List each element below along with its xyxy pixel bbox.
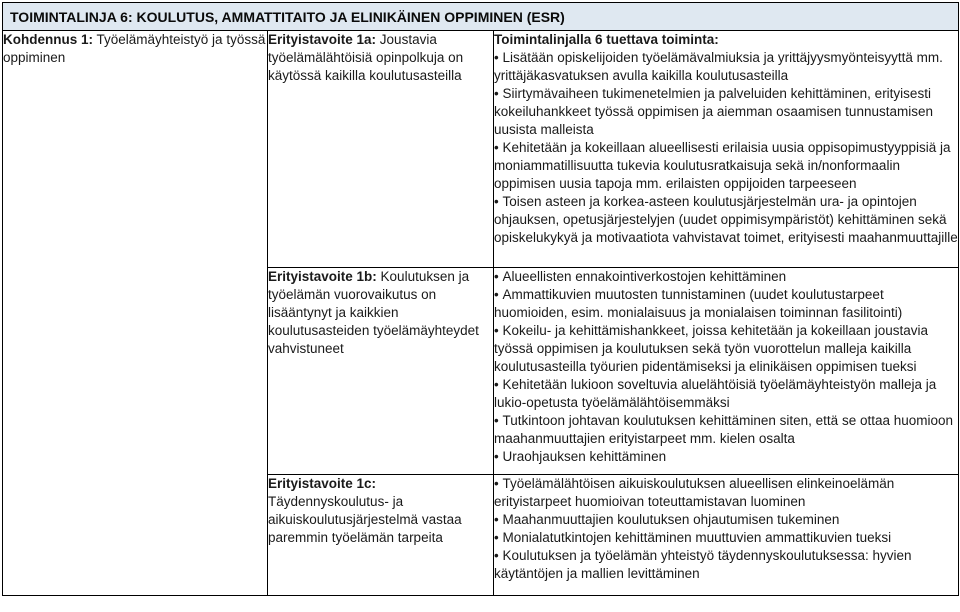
- actions-heading: Toimintalinjalla 6 tuettava toiminta:: [494, 32, 719, 47]
- focus-cell: [3, 31, 268, 596]
- bullet-item: • Kehitetään lukioon soveltuvia aluelähtöisiä työelämäyhteistyön malleja ja lukio-opetusta työelämälähtöisemmäksi: [494, 376, 958, 412]
- bullet-item: • Koulutuksen ja työelämän yhteistyö täydennyskoulutuksessa: hyvien käytäntöjen ja mallien levittäminen: [494, 547, 958, 583]
- bullet-item: • Uraohjauksen kehittäminen: [494, 448, 958, 466]
- bullet-item: • Tutkintoon johtavan koulutuksen kehittäminen siten, että se ottaa huomioon maahanmuuttajien erityistarpeet mm. kielen osalta: [494, 412, 958, 448]
- objective-text: Koulutuksen ja työelämän vuorovaikutus on lisääntynyt ja kaikkien koulutusasteiden työelämäyhteydet vahvistuneet: [268, 269, 479, 356]
- objective-text: Täydennyskoulutus- ja aikuiskoulutusjärjestelmä vastaa paremmin työelämän tarpeita: [268, 494, 462, 545]
- bullet-item: • Alueellisten ennakointiverkostojen kehittäminen: [494, 268, 958, 286]
- actions-cell-1c: [494, 475, 959, 596]
- objective-label: Erityistavoite 1b:: [268, 269, 377, 284]
- objective-label: Erityistavoite 1c:: [268, 476, 377, 491]
- bullet-item: • Ammattikuvien muutosten tunnistaminen (uudet koulutustarpeet huomioiden, esim. monialaisuus ja monialaisen toiminnan fasilitointi): [494, 286, 958, 322]
- focus-text: Työelämäyhteistyö ja työssä oppiminen: [3, 32, 266, 65]
- bullet-item: • Työelämälähtöisen aikuiskoulutuksen alueellisen elinkeinoelämän erityistarpeet huomioivan toteuttamistavan luominen: [494, 475, 958, 511]
- objective-cell-1b: [268, 268, 494, 475]
- actions-cell-1b: [494, 268, 959, 475]
- objective-cell-1a: [268, 31, 494, 268]
- bullet-item: • Kehitetään ja kokeillaan alueellisesti erilaisia uusia oppisopimustyyppisiä ja moniammatillisuutta tukevia koulutusratkaisuja sekä in/nonformaalin oppimisen uusia tapoja mm. erilaisten oppijoiden tarpeeseen: [494, 139, 958, 193]
- table-title: TOIMINTALINJA 6: KOULUTUS, AMMATTITAITO JA ELINIKÄINEN OPPIMINEN (ESR): [10, 9, 565, 25]
- bullet-item: • Monialatutkintojen kehittäminen muuttuvien ammattikuvien tueksi: [494, 529, 958, 547]
- objective-text: Joustavia työelämälähtöisiä opinpolkuja on käytössä kaikilla koulutusasteilla: [268, 32, 464, 83]
- bullet-item: • Siirtymävaiheen tukimenetelmien ja palveluiden kehittäminen, erityisesti kokeiluhankkeet työssä oppimisen ja aiemman osaamisen tunnustamisen uusista malleista: [494, 85, 958, 139]
- focus-label: Kohdennus 1:: [3, 32, 93, 47]
- bullet-item: • Maahanmuuttajien koulutuksen ohjautumisen tukeminen: [494, 511, 958, 529]
- actions-cell-1a: [494, 31, 959, 268]
- program-table: [2, 2, 959, 596]
- bullet-item: • Kokeilu- ja kehittämishankkeet, joissa kehitetään ja kokeillaan joustavia työssä oppimisen ja koulutuksen sekä työn vuorottelun malleja kaikilla koulutusasteilla työurien pidentämiseksi ja elinikäisen oppimisen tueksi: [494, 322, 958, 376]
- objective-cell-1c: [268, 475, 494, 596]
- objective-label: Erityistavoite 1a:: [268, 32, 377, 47]
- bullet-item: • Lisätään opiskelijoiden työelämävalmiuksia ja yrittäjyysmyönteisyyttä mm. yrittäjäkasvatuksen avulla kaikilla koulutusasteilla: [494, 49, 958, 85]
- bullet-item: • Toisen asteen ja korkea-asteen koulutusjärjestelmän ura- ja opintojen ohjauksen, opetusjärjestelyjen (uudet oppimisympäristöt) kehittäminen sekä opiskelukykyä ja motivaatiota vahvistavat toimet, erityisesti maahanmuuttajille: [494, 193, 958, 247]
- table-header: [3, 3, 959, 31]
